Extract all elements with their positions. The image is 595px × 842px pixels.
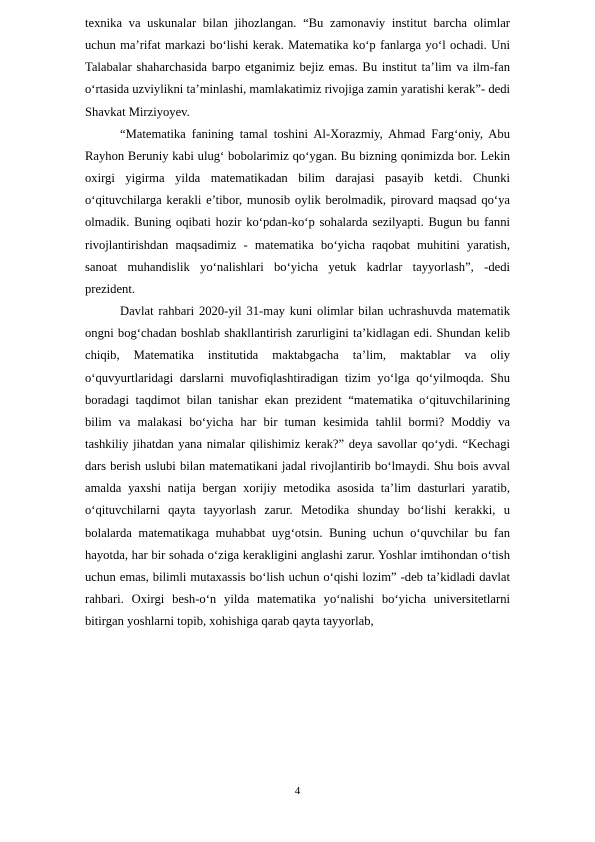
- paragraph-quote-history: “Matematika fanining tamal toshini Al-Xorazmiy, Ahmad Farg‘oniy, Abu Rayhon Beruniy kabi ulug‘ bobolarimiz qo‘ygan. Bu bizning qonimizda bor. Lekin oxirgi yigirma yilda matematikadan bilim darajasi pasayib ketdi. Chunki o‘qituvchilarga kerakli e’tibor, munosib oylik berolmadik, pirovard maqsad qo‘ya olmadik. Buning oqibati hozir ko‘pdan-ko‘p sohalarda sezilyapti. Bugun bu fanni rivojlantirishdan maqsadimiz - matematika bo‘yicha raqobat muhitini yaratish, sanoat muhandislik yo‘nalishlari bo‘yicha yetuk kadrlar tayyorlash”, -dedi prezident.: [85, 126, 510, 296]
- paragraph-education-system: Davlat rahbari 2020-yil 31-may kuni olimlar bilan uchrashuvda matematik ongni bog‘chadan boshlab shakllantirish zarurligini ta’kidlagan edi. Shundan kelib chiqib, Matematika institutida maktabgacha ta’lim, maktablar va oliy o‘quvyurtlaridagi darslarni muvofiqlashtiradigan tizim yo‘lga qo‘yilmoqda. Shu boradagi taqdimot bilan tanishar ekan prezident “matematika o‘qituvchilarining bilim va malakasi bo‘yicha har bir tuman kesimida tahlil bormi? Moddiy va tashkiliy jihatdan yana nimalar qilishimiz kerak?” deya savollar qo‘ydi. “Kechagi dars berish uslubi bilan matematikani jadal rivojlantirib bo‘lmaydi. Shu bois avval amalda yaxshi natija bergan xorijiy metodika asosida ta’lim dasturlari yaratib, o‘qituvchilarni qayta tayyorlash zarur. Metodika shunday bo‘lishi kerakki, u bolalarda matematikaga muhabbat uyg‘otsin. Buning uchun o‘quvchilar bu fan hayotda, har bir sohada o‘ziga kerakligini anglashi zarur. Yoshlar imtihondan o‘tish uchun emas, bilimli mutaxassis bo‘lish uchun o‘qishi lozim” -deb ta’kidladi davlat rahbari. Oxirgi besh-o‘n yilda matematika yo‘nalishi bo‘yicha universitetlarni bitirgan yoshlarni topib, xohishiga qarab qayta tayyorlab,: [85, 304, 510, 629]
- paragraph-continuation: texnika va uskunalar bilan jihozlangan. “Bu zamonaviy institut barcha olimlar uchun ma’rifat markazi bo‘lishi kerak. Matematika ko‘p fanlarga yo‘l ochadi. Uni Talabalar shaharchasida barpo etganimiz bejiz emas. Bu institut ta’lim va ilm-fan o‘rtasida uzviylikni ta’minlashi, mamlakatimiz rivojiga zamin yaratishi kerak”- dedi Shavkat Mirziyoyev.: [85, 16, 510, 119]
- document-body: [85, 12, 510, 632]
- page-number: 4: [294, 785, 301, 797]
